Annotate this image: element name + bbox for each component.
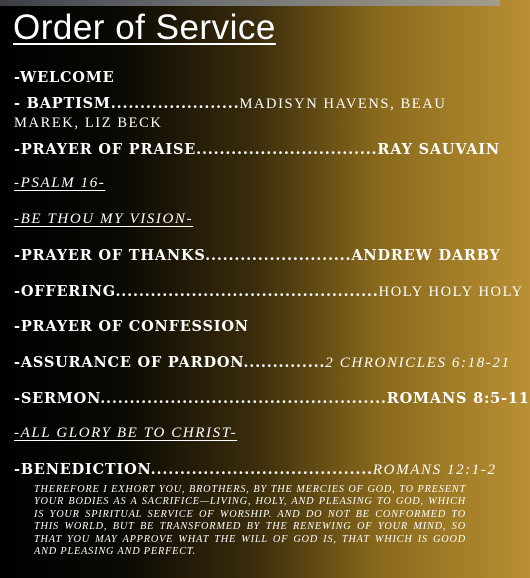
item-be-thou-my-vision: -BE THOU MY VISION-	[14, 211, 194, 227]
baptism-names: MADISYN HAVENS, BEAU MAREK, LIZ BECK	[14, 96, 447, 131]
top-photo-strip	[0, 0, 500, 6]
item-welcome: -WELCOME	[14, 69, 115, 86]
offering-label: -OFFERING	[14, 283, 116, 300]
item-assurance-of-pardon	[14, 354, 511, 372]
pardon-reference: 2 CHRONICLES 6:18-21	[325, 355, 511, 371]
item-sermon	[14, 390, 530, 407]
praise-name: RAY SAUVAIN	[377, 141, 500, 158]
thanks-label: -PRAYER OF THANKS	[14, 247, 206, 264]
item-baptism	[14, 94, 492, 133]
benediction-scripture-text: THEREFORE I EXHORT YOU, BROTHERS, BY THE MERCIES OF GOD, TO PRESENT YOUR BODIES AS A SACRIFICE—LIVING, HOLY, AND PLEASING TO GOD, WHICH IS YOUR SPIRITUAL SERVICE OF WORSHIP. AND DO NOT BE CONFORMED TO THIS WORLD, BUT BE TRANSFORMED BY THE RENEWING OF YOUR MIND, SO THAT YOU MAY APPROVE WHAT THE WILL OF GOD IS, THAT WHICH IS GOOD AND PLEASING AND PERFECT.	[34, 484, 466, 558]
pardon-leader-dots: ..............	[243, 354, 326, 371]
benediction-reference: ROMANS 12:1-2	[372, 462, 497, 478]
praise-label: -PRAYER OF PRAISE	[14, 141, 197, 158]
page-title: Order of Service	[13, 8, 276, 47]
item-offering	[14, 283, 524, 301]
item-psalm: -PSALM 16-	[14, 175, 106, 191]
item-prayer-of-confession: -PRAYER OF CONFESSION	[14, 318, 249, 335]
item-benediction	[14, 461, 497, 479]
baptism-leader-dots: ......................	[110, 95, 240, 112]
item-all-glory-be-to-christ: -ALL GLORY BE TO CHRIST-	[14, 425, 238, 441]
offering-song: HOLY HOLY HOLY	[378, 284, 524, 300]
pardon-label: -ASSURANCE OF PARDON	[14, 354, 244, 371]
thanks-leader-dots: .........................	[205, 247, 352, 264]
thanks-name: ANDREW DARBY	[351, 247, 501, 264]
baptism-label: - BAPTISM	[14, 95, 111, 112]
item-prayer-of-praise	[14, 141, 500, 158]
item-prayer-of-thanks	[14, 247, 501, 264]
sermon-reference: ROMANS 8:5-11	[386, 390, 530, 407]
praise-leader-dots: ...............................	[196, 141, 378, 158]
sermon-leader-dots: .................................................	[100, 390, 387, 407]
offering-leader-dots: .............................................	[115, 283, 379, 300]
sermon-label: -SERMON	[14, 390, 101, 407]
benediction-label: -BENEDICTION	[14, 461, 151, 478]
benediction-leader-dots: ......................................	[150, 461, 373, 478]
